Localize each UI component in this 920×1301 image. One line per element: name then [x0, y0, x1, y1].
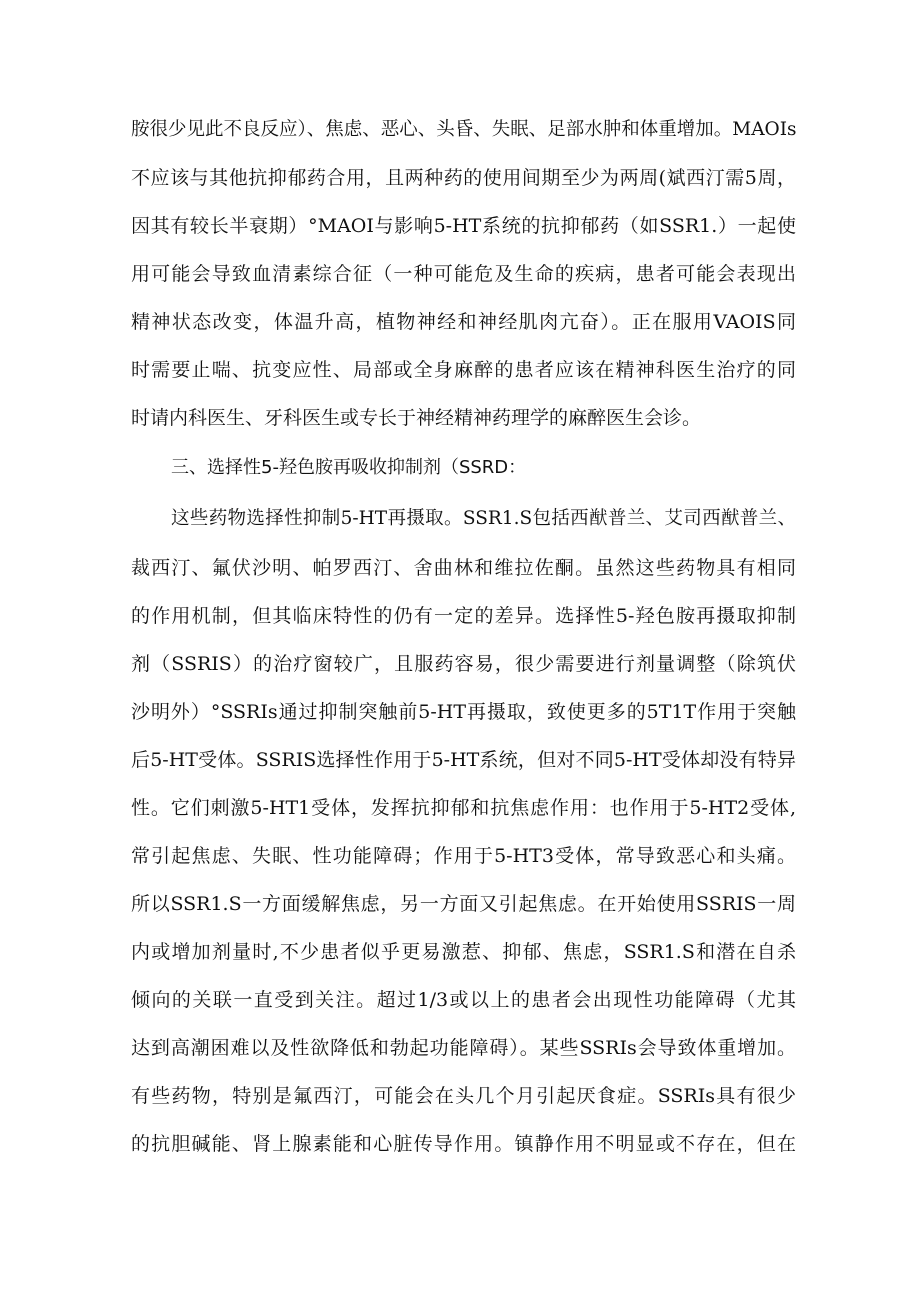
- section-heading: 三、选择性5-羟色胺再吸收抑制剂（SSRD：: [171, 457, 527, 478]
- text-line: 精神状态改变，体温升高，植物神经和神经肌肉亢奋）。正在服用VAOIS同: [131, 311, 796, 333]
- text-line: 后5-HT受体。SSRIS选择性作用于5-HT系统，但对不同5-HT受体却没有特异: [131, 749, 796, 771]
- text-line: 裁西汀、氟伏沙明、帕罗西汀、舍曲林和维拉佐酮。虽然这些药物具有相同: [131, 557, 796, 579]
- text-line: 剂（SSRIS）的治疗窗较广，且服药容易，很少需要进行剂量调整（除筑伏: [131, 653, 796, 675]
- text-line: 常引起焦虑、失眠、性功能障碍；作用于5-HT3受体，常导致恶心和头痛。: [131, 845, 796, 867]
- text-line: 所以SSR1.S一方面缓解焦虑，另一方面又引起焦虑。在开始使用SSRIS一周: [131, 893, 796, 915]
- text-line: 的作用机制，但其临床特性的仍有一定的差异。选择性5-羟色胺再摄取抑制: [131, 605, 796, 627]
- text-line: 内或增加剂量时,不少患者似乎更易激惹、抑郁、焦虑，SSR1.S和潜在自杀: [131, 941, 796, 963]
- text-line: 不应该与其他抗抑郁药合用，且两种药的使用间期至少为两周(斌西汀需5周，: [131, 167, 796, 189]
- text-line: 沙明外）°SSRIs通过抑制突触前5-HT再摄取，致使更多的5T1T作用于突触: [131, 701, 796, 723]
- text-line: 胺很少见此不良反应）、焦虑、恶心、头昏、失眠、足部水肿和体重增加。MAOIs: [131, 119, 797, 140]
- text-line: 因其有较长半衰期）°MAOI与影响5-HT系统的抗抑郁药（如SSR1.）一起使: [131, 215, 796, 237]
- text-line: 这些药物选择性抑制5-HT再摄取。SSR1.S包括西猷普兰、艾司西猷普兰、: [171, 508, 796, 529]
- text-line: 有些药物，特别是氟西汀，可能会在头几个月引起厌食症。SSRIs具有很少: [131, 1085, 796, 1107]
- text-line: 的抗胆碱能、肾上腺素能和心脏传导作用。镇静作用不明显或不存在，但在: [131, 1133, 796, 1155]
- text-line: 用可能会导致血清素综合征（一种可能危及生命的疾病，患者可能会表现出: [131, 263, 796, 285]
- text-line: 倾向的关联一直受到关注。超过1/3或以上的患者会出现性功能障碍（尤其: [131, 989, 796, 1011]
- text-line: 时请内科医生、牙科医生或专长于神经精神药理学的麻醉医生会诊。: [131, 407, 702, 429]
- text-line: 达到高潮困难以及性欲降低和勃起功能障碍）。某些SSRIs会导致体重增加。: [131, 1037, 796, 1059]
- text-line: 时需要止喘、抗变应性、局部或全身麻醉的患者应该在精神科医生治疗的同: [131, 359, 796, 381]
- text-line: 性。它们刺激5-HT1受体，发挥抗抑郁和抗焦虑作用：也作用于5-HT2受体,: [131, 797, 796, 819]
